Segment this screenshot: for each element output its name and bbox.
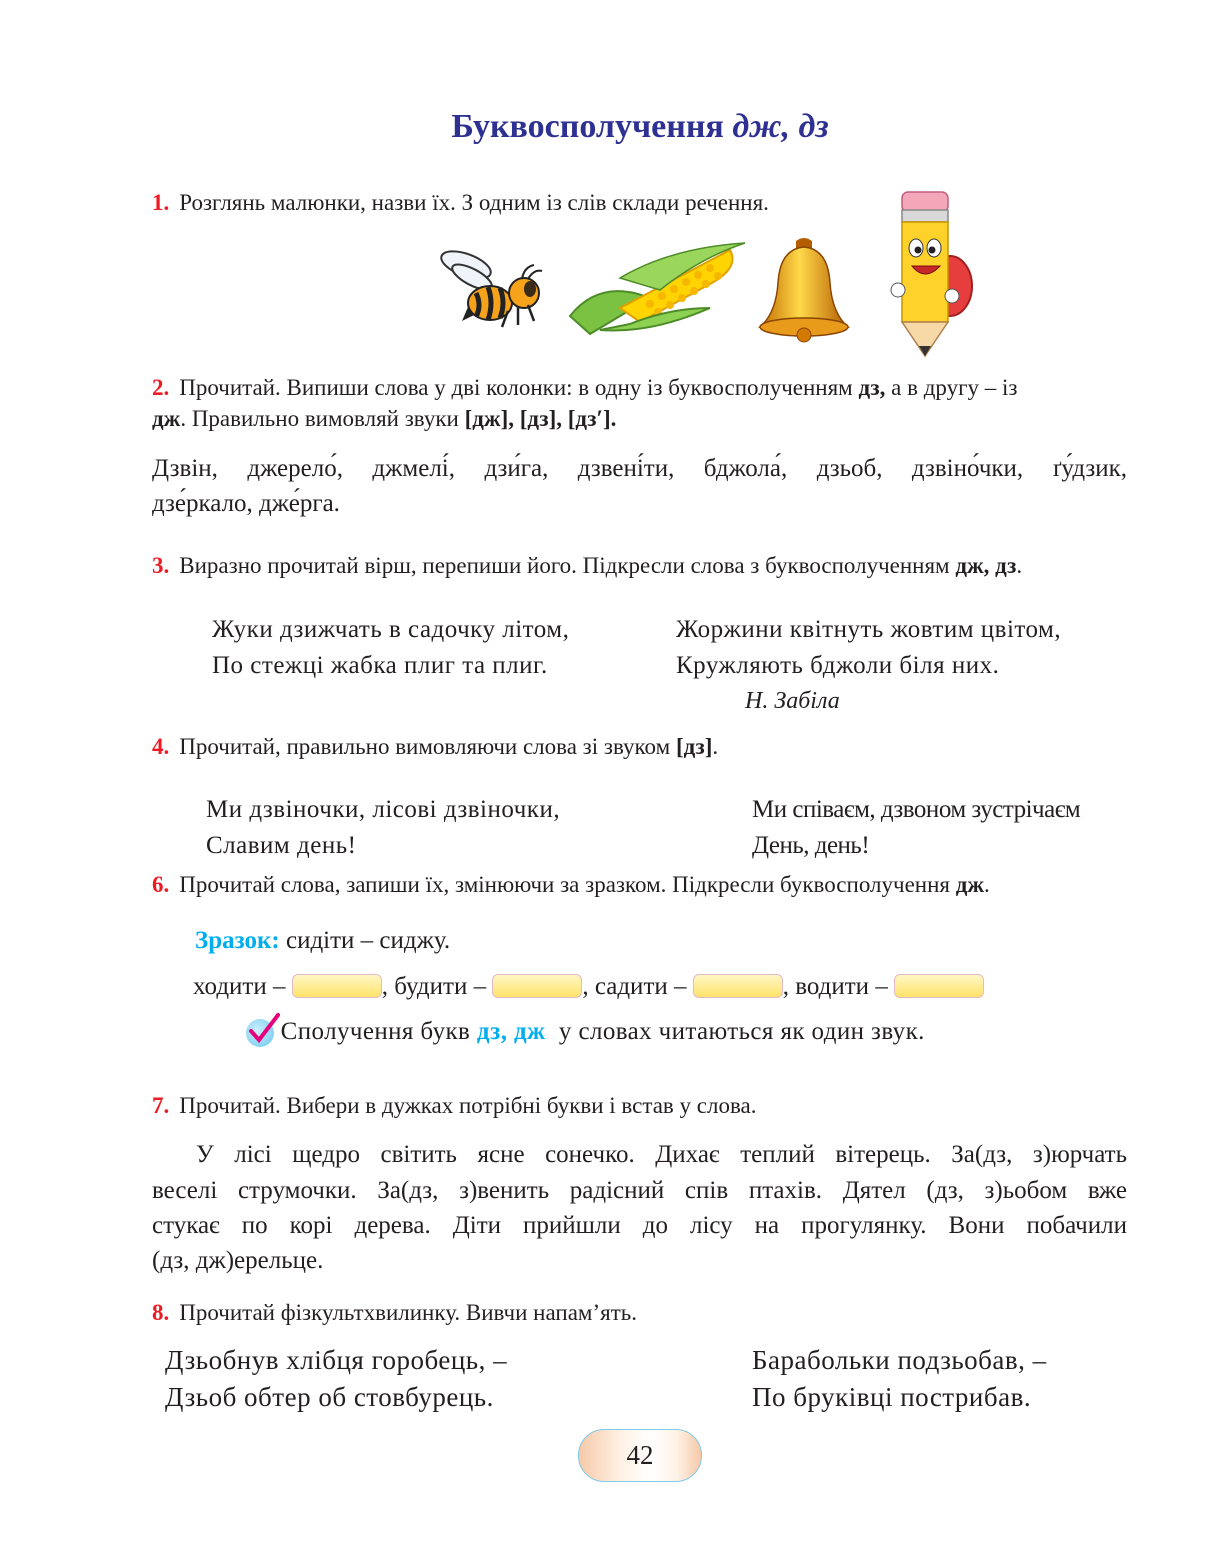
task-text: Виразно прочитай вірш, перепиши його. Підкресли слова з буквосполученням xyxy=(179,553,950,578)
task-7-instruction xyxy=(152,1090,756,1121)
poem-line: Кружляють бджоли біля них. xyxy=(676,652,1000,679)
song-line: Славим день! xyxy=(206,832,357,859)
title-letters: дж, дз xyxy=(732,108,829,145)
rule-line xyxy=(246,1018,925,1047)
bell-image xyxy=(756,235,852,343)
exercise-word: ходити – xyxy=(193,973,286,1000)
page-title xyxy=(0,108,1211,146)
task-number: 1. xyxy=(152,190,170,215)
story-line: У лісі щедро світить ясне сонечко. Дихає теплий вітерець. За(дз, з)юрчать xyxy=(196,1141,1127,1168)
sample-text: сидіти – сиджу. xyxy=(285,927,451,954)
task-text: Прочитай фізкультхвилинку. Вивчи напам’ять. xyxy=(179,1300,637,1325)
rhyme-line: Барабольки подзьобав, – xyxy=(752,1345,1047,1375)
task-text: Прочитай. Випиши слова у дві колонки: в одну із буквосполученням xyxy=(179,375,853,400)
answer-slot[interactable] xyxy=(292,974,382,998)
answer-slot[interactable] xyxy=(894,974,984,998)
task-number: 4. xyxy=(152,734,170,759)
sample-label: Зразок: xyxy=(195,927,280,954)
task-number: 2. xyxy=(152,375,170,400)
page-number: 42 xyxy=(578,1429,702,1482)
word-list-line-2: дзе́ркало, дже́рга. xyxy=(152,490,340,517)
exercise-word: водити – xyxy=(795,973,888,1000)
task-number: 6. xyxy=(152,872,170,897)
poem-right-column xyxy=(676,612,1061,684)
task-text: . Правильно вимовляй звуки xyxy=(180,406,459,431)
task-4-instruction: 4. Прочитай, правильно вимовляючи слова зі звуком [дз]. xyxy=(152,734,719,759)
task-text: Прочитай слова, запиши їх, змінюючи за зразком. Підкресли буквосполучення xyxy=(179,872,950,897)
poem-line: По стежці жабка плиг та плиг. xyxy=(212,652,548,679)
song-line: Ми співаєм, дзвоном зустрічаєм xyxy=(752,796,1081,823)
exercise-word: будити – xyxy=(394,973,487,1000)
rhyme-line: По бруківці пострибав. xyxy=(752,1382,1032,1412)
bold-letters: [дз] xyxy=(675,734,713,759)
task-number: 7. xyxy=(152,1093,170,1118)
task-text: а в другу – із xyxy=(891,375,1018,400)
song-line: Ми дзвіночки, лісові дзвіночки, xyxy=(206,796,561,823)
task-3-instruction: 3. Виразно прочитай вірш, перепиши його. Підкресли слова з буквосполученням дж, дз. xyxy=(152,553,1023,578)
task-text: Прочитай. Вибери в дужках потрібні букви і встав у слова. xyxy=(179,1093,757,1118)
poem-line: Жуки дзижчать в садочку літом, xyxy=(212,616,570,643)
answer-slot[interactable] xyxy=(693,974,783,998)
song-right-column xyxy=(752,792,1080,864)
bold-letters: дж, дз xyxy=(955,553,1017,578)
corn-image xyxy=(560,238,750,338)
task-6-instruction: 6. Прочитай слова, запиши їх, змінюючи за зразком. Підкресли буквосполучення дж. xyxy=(152,872,990,897)
story-line: стукає по корі дерева. Діти прийшли до лісу на прогулянку. Вони побачили xyxy=(152,1212,1127,1239)
rhyme-line: Дзьобнув хлібця горобець, – xyxy=(165,1345,508,1375)
poem-author: Н. Забіла xyxy=(745,688,840,714)
poem-line: Жоржини квітнуть жовтим цвітом, xyxy=(676,616,1062,643)
task-number: 8. xyxy=(152,1300,170,1325)
bold-letters: дз, xyxy=(858,375,886,400)
pencil-image xyxy=(888,186,976,358)
bee-image xyxy=(438,245,548,335)
task-text: Прочитай, правильно вимовляючи слова зі звуком xyxy=(179,734,671,759)
title-main: Буквосполучення xyxy=(451,108,724,145)
exercise-word: садити – xyxy=(594,973,687,1000)
poem-left-column xyxy=(212,612,569,684)
rule-text: у словах читаються як один звук. xyxy=(558,1018,925,1045)
story-line: веселі струмочки. За(дз, з)венить радісний спів птахів. Дятел (дз, з)ьобом вже xyxy=(152,1177,1127,1204)
checkmark-icon xyxy=(246,1019,274,1047)
sounds: [дж], [дз], [дз′]. xyxy=(464,406,617,431)
task-8-instruction xyxy=(152,1297,637,1328)
rule-text: Сполучення букв xyxy=(280,1018,471,1045)
rhyme-left-column xyxy=(165,1342,507,1416)
rhyme-line: Дзьоб обтер об стовбурець. xyxy=(165,1382,494,1412)
task-number: 3. xyxy=(152,553,170,578)
bold-letters: дж xyxy=(955,872,985,897)
word-list-line-1: Дзвін, джерело́, джмелі́, дзи́га, дзвені́ти, бджола́, дзьоб, дзвіно́чки, ґу́дзик, xyxy=(152,455,1127,482)
task-text: Розглянь малюнки, назви їх. З одним із слів склади речення. xyxy=(179,190,769,215)
exercise-line: ходити – , будити – , садити – , водити – xyxy=(193,973,984,1001)
answer-slot[interactable] xyxy=(492,974,582,998)
song-left-column xyxy=(206,792,560,864)
sample-line xyxy=(195,927,450,955)
task-1-instruction xyxy=(152,187,769,218)
task-2-instruction-line-2 xyxy=(152,403,616,434)
task-2-instruction-line-1 xyxy=(152,372,1018,403)
rule-letters: дз, дж xyxy=(476,1018,546,1045)
story-line: (дз, дж)ерельце. xyxy=(152,1247,324,1274)
rhyme-right-column xyxy=(752,1342,1047,1416)
bold-letters: дж xyxy=(152,406,181,431)
song-line: День, день! xyxy=(752,832,870,859)
